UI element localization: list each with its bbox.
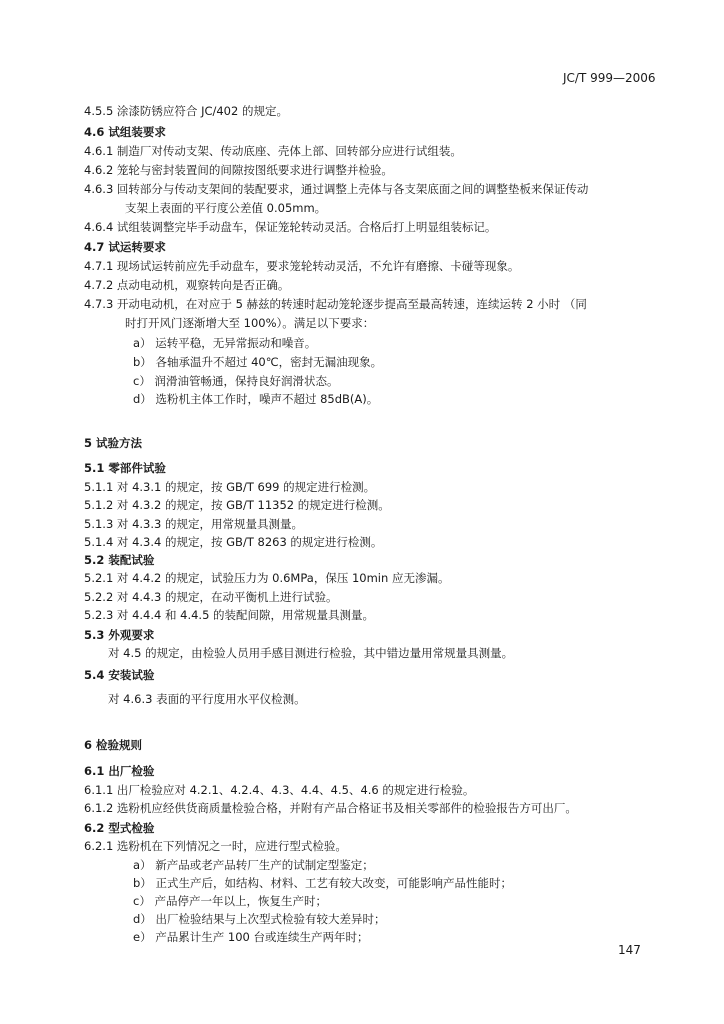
clause-5-2-3: 5.2.3 对 4.4.4 和 4.4.5 的装配间隙，用常规量具测量。 bbox=[84, 608, 375, 622]
list-item-d: d） 选粉机主体工作时，噪声不超过 85dB(A)。 bbox=[133, 392, 379, 406]
page-header-code: JC/T 999—2006 bbox=[563, 71, 656, 85]
list-item-e-6: e） 产品累计生产 100 台或连续生产两年时； bbox=[133, 930, 369, 944]
clause-4-7-3-cont: 时打开风门逐渐增大至 100%）。满足以下要求： bbox=[125, 316, 375, 330]
section-heading-6-2: 6.2 型式检验 bbox=[84, 821, 155, 835]
section-heading-5-3: 5.3 外观要求 bbox=[84, 628, 155, 642]
list-item-c-6: c） 产品停产一年以上，恢复生产时； bbox=[133, 894, 327, 908]
section-heading-5-4: 5.4 安装试验 bbox=[84, 668, 155, 682]
section-heading-5-1: 5.1 零部件试验 bbox=[84, 461, 166, 475]
clause-4-5-5: 4.5.5 涂漆防锈应符合 JC/402 的规定。 bbox=[84, 104, 288, 118]
clause-5-4-text: 对 4.6.3 表面的平行度用水平仪检测。 bbox=[108, 692, 306, 706]
clause-4-6-3-cont: 支架上表面的平行度公差值 0.05mm。 bbox=[125, 201, 327, 215]
clause-6-1-2: 6.1.2 选粉机应经供货商质量检验合格，并附有产品合格证书及相关零部件的检验报告方可出厂。 bbox=[84, 801, 577, 815]
clause-4-7-2: 4.7.2 点动电动机，观察转向是否正确。 bbox=[84, 278, 290, 292]
section-heading-4-6: 4.6 试组装要求 bbox=[84, 125, 166, 139]
section-heading-4-7: 4.7 试运转要求 bbox=[84, 240, 166, 254]
page-number: 147 bbox=[618, 943, 641, 957]
clause-4-6-4: 4.6.4 试组装调整完毕手动盘车，保证笼轮转动灵活。合格后打上明显组装标记。 bbox=[84, 220, 497, 234]
section-heading-5: 5 试验方法 bbox=[84, 436, 143, 450]
list-item-c: c） 润滑油管畅通，保持良好润滑状态。 bbox=[133, 374, 339, 388]
list-item-d-6: d） 出厂检验结果与上次型式检验有较大差异时； bbox=[133, 912, 386, 926]
clause-4-6-3: 4.6.3 回转部分与传动支架间的装配要求，通过调整上壳体与各支架底面之间的调整垫板来保证传动 bbox=[84, 182, 589, 196]
clause-4-7-3: 4.7.3 开动电动机，在对应于 5 赫兹的转速时起动笼轮逐步提高至最高转速，连续运转 2 小时 （同 bbox=[84, 297, 587, 311]
clause-5-3-text: 对 4.5 的规定，由检验人员用手感目测进行检验，其中错边量用常规量具测量。 bbox=[108, 646, 514, 660]
clause-5-1-2: 5.1.2 对 4.3.2 的规定，按 GB/T 11352 的规定进行检测。 bbox=[84, 498, 390, 512]
list-item-b-6: b） 正式生产后，如结构、材料、工艺有较大改变，可能影响产品性能时； bbox=[133, 876, 512, 890]
list-item-a-6: a） 新产品或老产品转厂生产的试制定型鉴定； bbox=[133, 858, 374, 872]
clause-5-1-4: 5.1.4 对 4.3.4 的规定，按 GB/T 8263 的规定进行检测。 bbox=[84, 535, 383, 549]
section-heading-6: 6 检验规则 bbox=[84, 738, 143, 752]
clause-6-2-1: 6.2.1 选粉机在下列情况之一时，应进行型式检验。 bbox=[84, 839, 347, 853]
section-heading-6-1: 6.1 出厂检验 bbox=[84, 764, 155, 778]
clause-5-1-1: 5.1.1 对 4.3.1 的规定，按 GB/T 699 的规定进行检测。 bbox=[84, 480, 376, 494]
clause-4-7-1: 4.7.1 现场试运转前应先手动盘车，要求笼轮转动灵活，不允许有磨擦、卡碰等现象。 bbox=[84, 259, 520, 273]
clause-5-2-2: 5.2.2 对 4.4.3 的规定，在动平衡机上进行试验。 bbox=[84, 590, 338, 604]
clause-6-1-1: 6.1.1 出厂检验应对 4.2.1、4.2.4、4.3、4.4、4.5、4.6 的规定进行检验。 bbox=[84, 783, 475, 797]
list-item-b: b） 各轴承温升不超过 40℃，密封无漏油现象。 bbox=[133, 355, 383, 369]
clause-4-6-2: 4.6.2 笼轮与密封装置间的间隙按图纸要求进行调整并检验。 bbox=[84, 163, 393, 177]
clause-5-2-1: 5.2.1 对 4.4.2 的规定，试验压力为 0.6MPa，保压 10min 应无渗漏。 bbox=[84, 571, 450, 585]
clause-4-6-1: 4.6.1 制造厂对传动支架、传动底座、壳体上部、回转部分应进行试组装。 bbox=[84, 144, 462, 158]
list-item-a: a） 运转平稳，无异常振动和噪音。 bbox=[133, 336, 317, 350]
section-heading-5-2: 5.2 装配试验 bbox=[84, 553, 155, 567]
clause-5-1-3: 5.1.3 对 4.3.3 的规定，用常规量具测量。 bbox=[84, 517, 303, 531]
